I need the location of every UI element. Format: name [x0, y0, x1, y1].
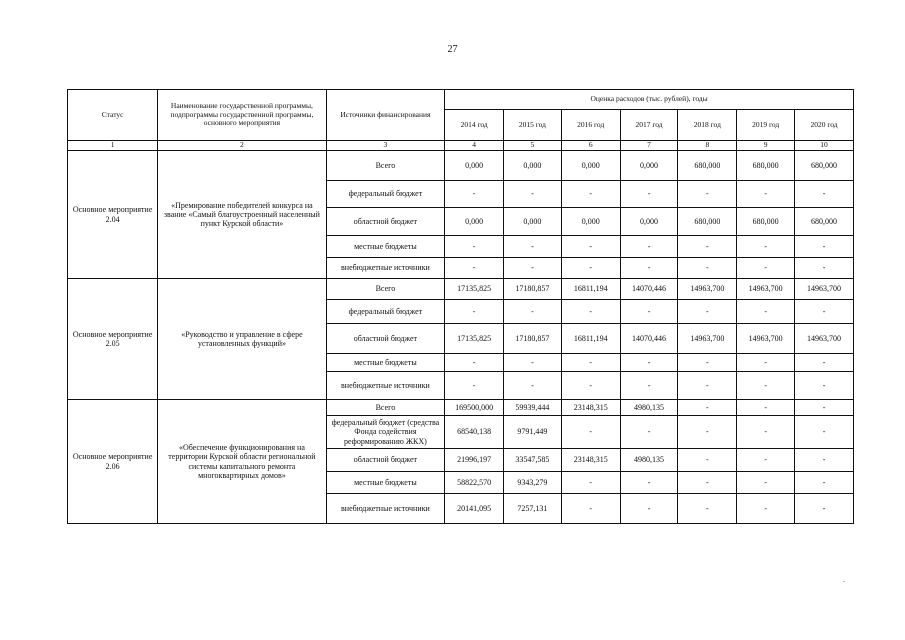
- measure-name-cell: «Обеспечение функционирования на территории Курской области региональной системы капитального ремонта многоквартирных домов»: [158, 400, 326, 524]
- value-cell: 0,000: [445, 208, 504, 236]
- header-year: 2020 год: [795, 110, 854, 141]
- value-cell: -: [795, 449, 854, 472]
- funding-source-cell: областной бюджет: [326, 449, 445, 472]
- value-cell: -: [737, 300, 795, 324]
- value-cell: 4980,135: [620, 400, 678, 416]
- value-cell: -: [678, 372, 737, 400]
- value-cell: -: [678, 416, 737, 449]
- value-cell: -: [561, 258, 620, 279]
- value-cell: -: [678, 494, 737, 524]
- value-cell: 33547,585: [504, 449, 562, 472]
- value-cell: 58822,570: [445, 472, 504, 494]
- value-cell: -: [737, 372, 795, 400]
- value-cell: -: [795, 181, 854, 208]
- value-cell: 14963,700: [678, 324, 737, 354]
- value-cell: 0,000: [504, 208, 562, 236]
- value-cell: -: [561, 472, 620, 494]
- value-cell: -: [795, 494, 854, 524]
- value-cell: 680,000: [678, 151, 737, 181]
- value-cell: -: [795, 372, 854, 400]
- column-number: 1: [68, 141, 158, 151]
- value-cell: 17180,857: [504, 324, 562, 354]
- value-cell: 0,000: [561, 151, 620, 181]
- value-cell: 680,000: [795, 208, 854, 236]
- header-year: 2019 год: [737, 110, 795, 141]
- table-row: [68, 279, 854, 300]
- value-cell: 0,000: [620, 208, 678, 236]
- value-cell: -: [445, 181, 504, 208]
- value-cell: 14963,700: [737, 324, 795, 354]
- table-row: [68, 400, 854, 416]
- value-cell: -: [504, 300, 562, 324]
- value-cell: 14070,446: [620, 324, 678, 354]
- value-cell: -: [504, 372, 562, 400]
- column-number: 3: [326, 141, 445, 151]
- value-cell: -: [795, 416, 854, 449]
- value-cell: -: [795, 354, 854, 372]
- value-cell: 680,000: [737, 151, 795, 181]
- value-cell: 7257,131: [504, 494, 562, 524]
- table-row: [68, 151, 854, 181]
- value-cell: -: [620, 372, 678, 400]
- value-cell: 68540,138: [445, 416, 504, 449]
- value-cell: 14963,700: [737, 279, 795, 300]
- value-cell: 0,000: [561, 208, 620, 236]
- funding-source-cell: Всего: [326, 400, 445, 416]
- header-year: 2014 год: [445, 110, 504, 141]
- funding-source-cell: федеральный бюджет: [326, 300, 445, 324]
- funding-source-cell: местные бюджеты: [326, 472, 445, 494]
- header-numbers-row: [68, 141, 854, 151]
- budget-table: [67, 89, 854, 524]
- header-name: Наименование государственной программы, подпрограммы государственной программы, основного мероприятия: [158, 90, 326, 141]
- value-cell: 0,000: [504, 151, 562, 181]
- value-cell: 17135,825: [445, 324, 504, 354]
- value-cell: -: [620, 354, 678, 372]
- value-cell: -: [678, 236, 737, 258]
- value-cell: 4980,135: [620, 449, 678, 472]
- funding-source-cell: внебюджетные источники: [326, 372, 445, 400]
- value-cell: -: [561, 494, 620, 524]
- funding-source-cell: местные бюджеты: [326, 236, 445, 258]
- value-cell: -: [678, 449, 737, 472]
- header-year: 2016 год: [561, 110, 620, 141]
- value-cell: -: [737, 472, 795, 494]
- value-cell: 0,000: [620, 151, 678, 181]
- value-cell: -: [561, 354, 620, 372]
- value-cell: -: [795, 300, 854, 324]
- value-cell: -: [445, 300, 504, 324]
- value-cell: 16811,194: [561, 324, 620, 354]
- value-cell: -: [504, 181, 562, 208]
- column-number: 9: [737, 141, 795, 151]
- column-number: 7: [620, 141, 678, 151]
- value-cell: -: [795, 472, 854, 494]
- column-number: 2: [158, 141, 326, 151]
- value-cell: 14963,700: [678, 279, 737, 300]
- column-number: 10: [795, 141, 854, 151]
- value-cell: -: [561, 181, 620, 208]
- value-cell: -: [737, 449, 795, 472]
- measure-name-cell: «Руководство и управление в сфере установленных функций»: [158, 279, 326, 400]
- value-cell: -: [678, 400, 737, 416]
- value-cell: 680,000: [795, 151, 854, 181]
- column-number: 5: [504, 141, 562, 151]
- value-cell: -: [678, 258, 737, 279]
- value-cell: -: [795, 258, 854, 279]
- value-cell: 20141,095: [445, 494, 504, 524]
- value-cell: -: [678, 472, 737, 494]
- value-cell: 680,000: [737, 208, 795, 236]
- funding-source-cell: федеральный бюджет (средства Фонда содействия реформированию ЖКХ): [326, 416, 445, 449]
- value-cell: -: [561, 300, 620, 324]
- value-cell: -: [504, 236, 562, 258]
- value-cell: 23148,315: [561, 449, 620, 472]
- value-cell: -: [561, 236, 620, 258]
- column-number: 4: [445, 141, 504, 151]
- value-cell: 14963,700: [795, 324, 854, 354]
- column-number: 6: [561, 141, 620, 151]
- funding-source-cell: внебюджетные источники: [326, 258, 445, 279]
- value-cell: -: [620, 472, 678, 494]
- value-cell: -: [561, 416, 620, 449]
- header-year: 2017 год: [620, 110, 678, 141]
- value-cell: -: [445, 258, 504, 279]
- status-cell: Основное мероприятие 2.04: [68, 151, 158, 279]
- funding-source-cell: внебюджетные источники: [326, 494, 445, 524]
- value-cell: -: [737, 354, 795, 372]
- header-year: 2015 год: [504, 110, 562, 141]
- value-cell: -: [795, 400, 854, 416]
- value-cell: -: [795, 236, 854, 258]
- funding-source-cell: местные бюджеты: [326, 354, 445, 372]
- value-cell: 14070,446: [620, 279, 678, 300]
- value-cell: -: [620, 494, 678, 524]
- value-cell: 17135,825: [445, 279, 504, 300]
- value-cell: -: [678, 181, 737, 208]
- value-cell: -: [737, 400, 795, 416]
- value-cell: -: [561, 372, 620, 400]
- value-cell: 21996,197: [445, 449, 504, 472]
- value-cell: -: [737, 416, 795, 449]
- value-cell: -: [678, 300, 737, 324]
- table-body: [68, 151, 854, 524]
- measure-name-cell: «Премирование победителей конкурса на звание «Самый благоустроенный населенный пункт Курской области»: [158, 151, 326, 279]
- value-cell: -: [620, 258, 678, 279]
- value-cell: -: [737, 494, 795, 524]
- status-cell: Основное мероприятие 2.05: [68, 279, 158, 400]
- funding-source-cell: федеральный бюджет: [326, 181, 445, 208]
- value-cell: -: [737, 258, 795, 279]
- status-cell: Основное мероприятие 2.06: [68, 400, 158, 524]
- footer-mark: .: [843, 575, 845, 584]
- value-cell: -: [737, 181, 795, 208]
- funding-source-cell: Всего: [326, 279, 445, 300]
- value-cell: 59939,444: [504, 400, 562, 416]
- value-cell: -: [504, 258, 562, 279]
- value-cell: 14963,700: [795, 279, 854, 300]
- value-cell: 23148,315: [561, 400, 620, 416]
- value-cell: -: [620, 236, 678, 258]
- value-cell: -: [620, 416, 678, 449]
- funding-source-cell: областной бюджет: [326, 208, 445, 236]
- value-cell: -: [445, 372, 504, 400]
- page-number: 27: [447, 44, 458, 55]
- value-cell: 17180,857: [504, 279, 562, 300]
- value-cell: -: [445, 236, 504, 258]
- header-year: 2018 год: [678, 110, 737, 141]
- value-cell: -: [620, 300, 678, 324]
- header-sources: Источники финансирования: [326, 90, 445, 141]
- value-cell: -: [504, 354, 562, 372]
- column-number: 8: [678, 141, 737, 151]
- table-header: [68, 90, 854, 151]
- header-estimate: Оценка расходов (тыс. рублей), годы: [445, 90, 854, 110]
- value-cell: 9791,449: [504, 416, 562, 449]
- value-cell: 9343,279: [504, 472, 562, 494]
- funding-source-cell: Всего: [326, 151, 445, 181]
- header-status: Статус: [68, 90, 158, 141]
- value-cell: 16811,194: [561, 279, 620, 300]
- value-cell: -: [678, 354, 737, 372]
- value-cell: -: [445, 354, 504, 372]
- funding-source-cell: областной бюджет: [326, 324, 445, 354]
- value-cell: 0,000: [445, 151, 504, 181]
- value-cell: -: [737, 236, 795, 258]
- value-cell: 169500,000: [445, 400, 504, 416]
- value-cell: -: [620, 181, 678, 208]
- value-cell: 680,000: [678, 208, 737, 236]
